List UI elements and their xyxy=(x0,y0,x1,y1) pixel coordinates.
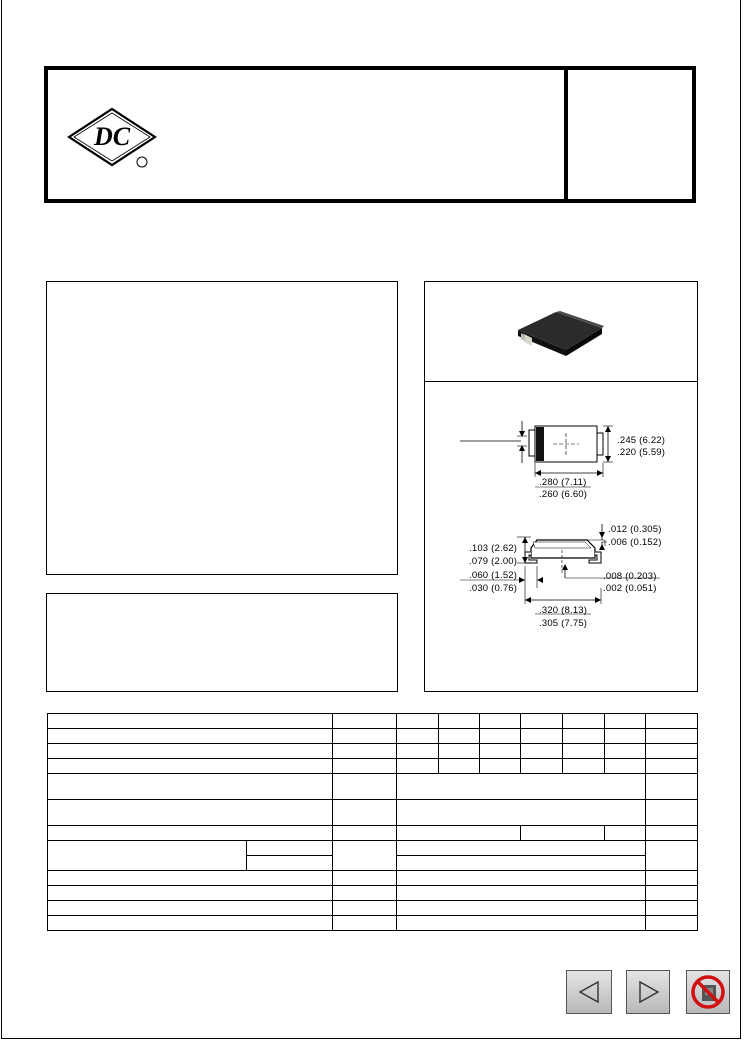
top-width-lower: .260 (6.60) xyxy=(539,489,588,500)
table-row xyxy=(48,759,698,774)
body-height-upper: .103 (2.62) xyxy=(469,543,518,554)
lead-thickness-upper: .012 (0.305) xyxy=(608,524,662,535)
standoff-upper: .008 (0.203) xyxy=(603,571,657,582)
table-row xyxy=(48,826,698,841)
no-exit-icon xyxy=(687,971,729,1013)
package-divider xyxy=(424,381,698,382)
features-panel xyxy=(46,281,398,575)
lead-length-lower: .030 (0.76) xyxy=(469,583,518,594)
top-width-upper: .280 (7.11) xyxy=(539,477,587,488)
table-row xyxy=(48,871,698,886)
triangle-right-icon xyxy=(627,971,669,1013)
exit-button[interactable] xyxy=(686,970,730,1014)
table-row xyxy=(48,916,698,931)
mechanical-data-panel xyxy=(46,593,398,692)
body-height-lower: .079 (2.00) xyxy=(469,556,518,567)
ratings-table xyxy=(47,713,698,931)
top-view-drawing xyxy=(455,413,615,503)
previous-page-button[interactable] xyxy=(566,970,612,1014)
table-row xyxy=(48,901,698,916)
top-height-upper: .245 (6.22) xyxy=(617,435,666,446)
top-height-lower: .220 (5.59) xyxy=(617,447,666,458)
dc-diamond-logo-icon xyxy=(66,106,162,172)
table-row xyxy=(48,714,698,729)
lead-length-upper: .060 (1.52) xyxy=(469,570,518,581)
triangle-left-icon xyxy=(567,971,611,1013)
svg-text:DC: DC xyxy=(93,122,131,151)
table-row xyxy=(48,729,698,744)
next-page-button[interactable] xyxy=(626,970,670,1014)
overall-length-lower: .305 (7.75) xyxy=(539,618,588,629)
lead-thickness-lower: .006 (0.152) xyxy=(608,537,662,548)
table-row xyxy=(48,886,698,901)
smc-package-photo-icon xyxy=(512,304,608,364)
standoff-lower: .002 (0.051) xyxy=(603,583,657,594)
table-row xyxy=(48,744,698,759)
table-row xyxy=(48,841,698,856)
overall-length-upper: .320 (8.13) xyxy=(539,605,588,616)
registered-circle-icon xyxy=(137,157,147,167)
header-divider xyxy=(564,66,568,203)
table-row xyxy=(48,800,698,826)
table-row xyxy=(48,774,698,800)
